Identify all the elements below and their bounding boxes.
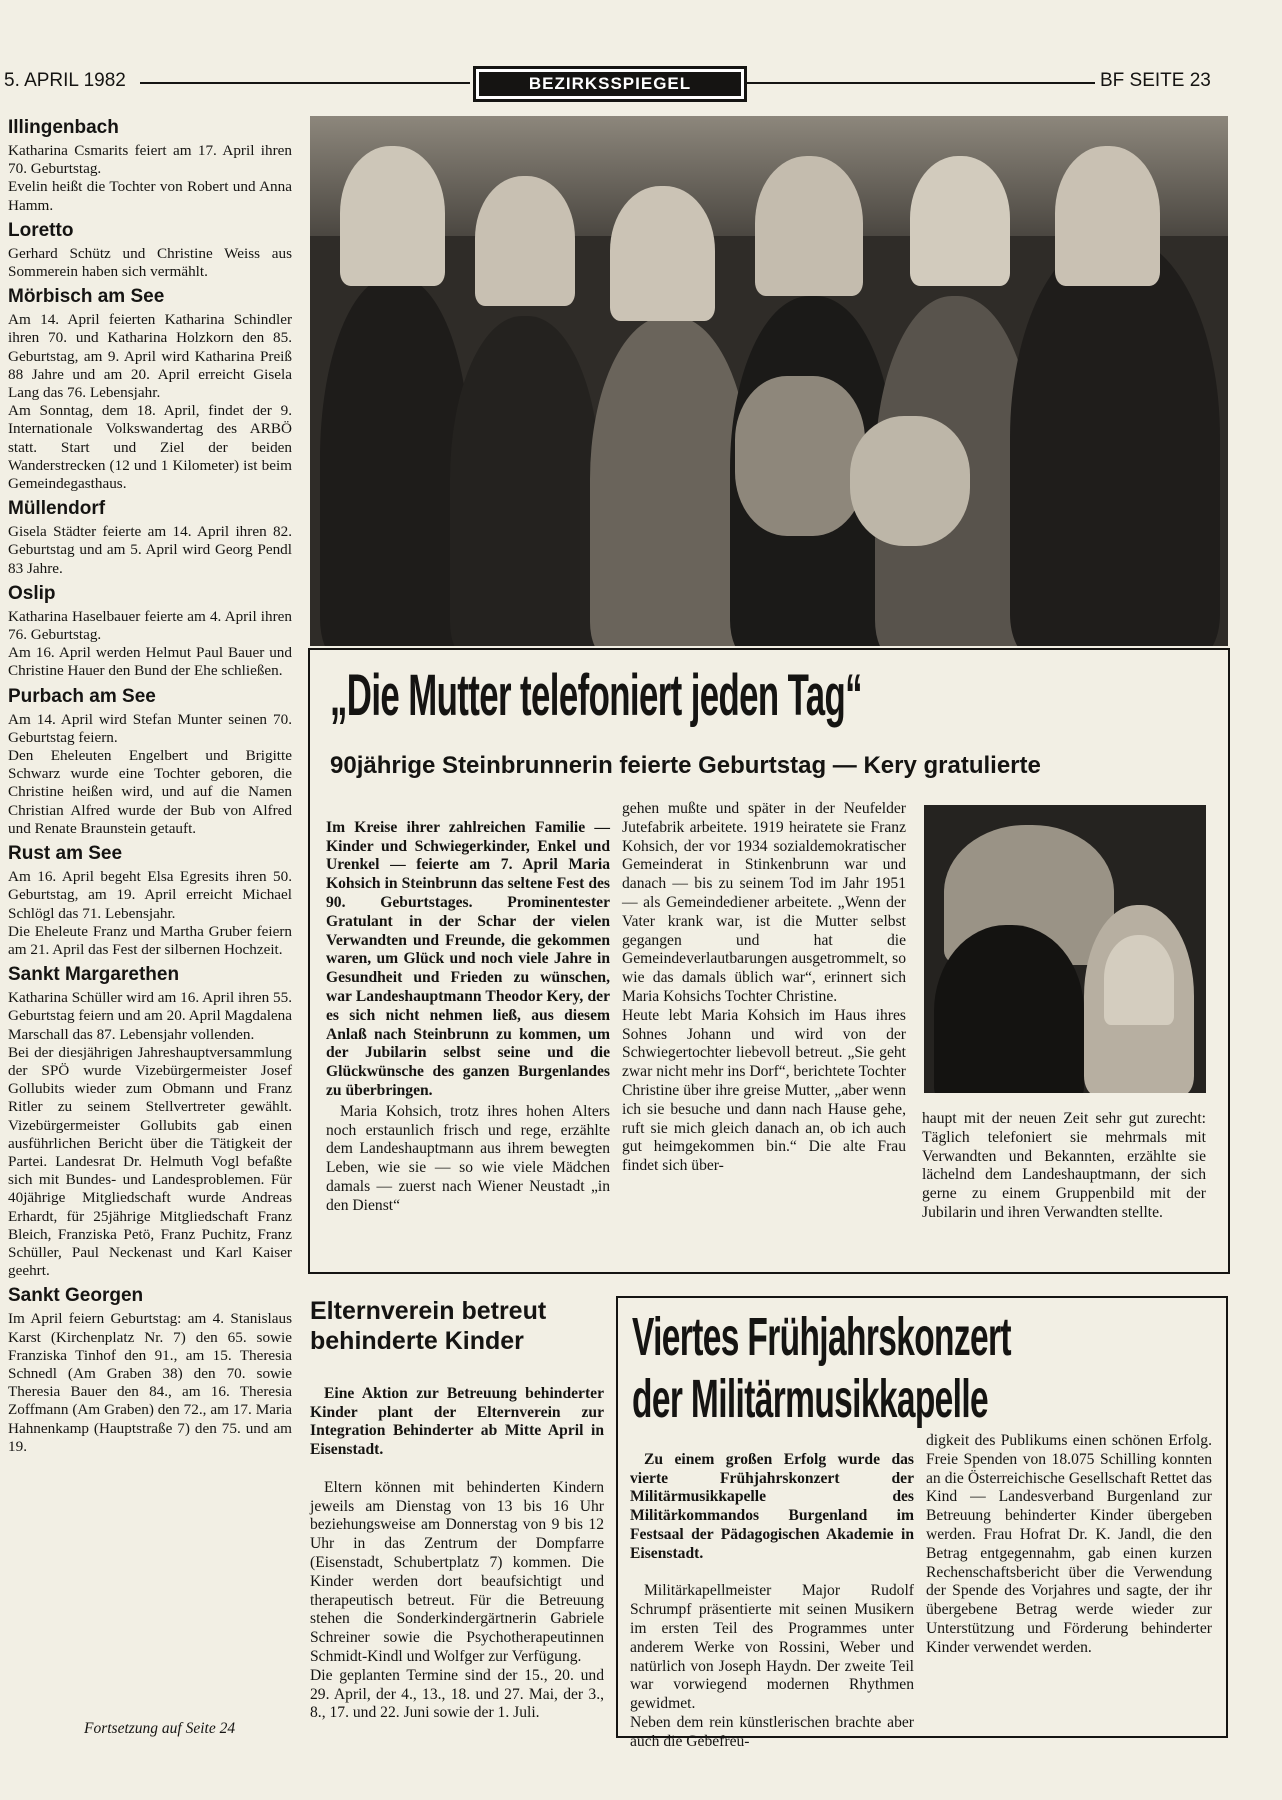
place-heading: Sankt Georgen [8, 1285, 144, 1307]
news-item: Katharina Haselbauer feierte am 4. April ihren 76. Geburtstag. Am 16. April werden Helmut Paul Bauer und Christine Hauer den Bund der Ehe schließen. [8, 607, 292, 680]
place-heading: Oslip [8, 582, 56, 604]
main-subheadline: 90jährige Steinbrunnerin feierte Geburtstag — Kery gratulierte [330, 752, 1041, 779]
news-item: Gerhard Schütz und Christine Weiss aus Sommerein haben sich vermählt. [8, 244, 292, 281]
continuation-note: Fortsetzung auf Seite 24 [84, 1720, 236, 1737]
group-photo [310, 116, 1228, 646]
eltern-headline: Elternverein betreut behinderte Kinder [310, 1297, 547, 1355]
news-item: Am 14. April feierten Katharina Schindler ihren 70. und Katharina Holzkorn den 85. Geburtstag, am 9. April wird Katharina Preiß 88 Jahre und am 20. April erreicht Gisela Lang das 76. Lebensjahr. Am Sonntag, dem 18. April, findet der 9. Internationale Volkswandertag des ARBÖ statt. Start und Ziel der beiden Wanderstrecken (12 und 1 Kilometer) ist beim Gemeindegasthaus. [8, 311, 292, 493]
eltern-body: Eltern können mit behinderten Kindern jeweils am Dienstag von 13 bis 16 Uhr beziehungsweise am Donnerstag von 9 bis 12 Uhr in das Zentrum der Dompfarre (Eisenstadt, Schubertplatz 7) kommen. Die Kinder werden dort beaufsichtigt und therapeutisch betreut. Für die Betreuung stehen die Sonderkindergärtnerin Gabriele Schreiner sowie die Psychotherapeutinnen Schmidt-Kindl und Wolfger zur Verfügung. Die geplanten Termine sind der 15., 20. und 29. April, der 4., 13., 18. und 27. Mai, der 3., 8., 17. und 22. Juni sowie der 1. Juli. [310, 1478, 604, 1722]
place-heading: Müllendorf [8, 498, 106, 520]
main-headline: „Die Mutter telefoniert jeden Tag“ [330, 663, 862, 728]
konzert-article-col1 [630, 1432, 914, 1770]
section-masthead [473, 66, 747, 102]
place-heading: Rust am See [8, 843, 123, 865]
news-item: Im April feiern Geburtstag: am 4. Stanislaus Karst (Kirchenplatz Nr. 7) den 65. sowie Franziska Tinhof den 91., am 15. Theresia Schnedl (Am Graben 38) den 70. sowie Theresia Bauer den 84., am 16. Theresia Zoffmann (Am Graben) den 72., am 17. Maria Hahnenkamp (Hauptstraße 7) den 75. und am 19. [8, 1310, 292, 1455]
eltern-lead: Eine Aktion zur Betreuung behinderter Kinder plant der Elternverein zur Integration Behinderter ab Mitte April in Eisenstadt. [310, 1384, 604, 1459]
place-heading: Sankt Margarethen [8, 964, 180, 986]
eltern-article [310, 1366, 604, 1742]
section-title: BEZIRKSSPIEGEL [479, 72, 741, 96]
main-article-col3: haupt mit der neuen Zeit sehr gut zurecht: Täglich telefoniert sie mehrmals mit Verwandten und Bekannten, erzählte sie lächelnd dem Landeshauptmann, der sich gerne zu einem Gruppenbild mit der Jubilarin und ihren Verwandten stellte. [922, 1110, 1206, 1221]
news-item: Katharina Schüller wird am 16. April ihren 55. Geburtstag feiern und am 20. April Magdalena Marschall das 87. Lebensjahr vollenden. Bei der diesjährigen Jahreshauptversammlung der SPÖ wurde Vizebürgermeister Josef Gollubits wieder zum Obmann und Franz Ritler zu seinem Stellvertreter gewählt. Vizebürgermeister Gollubits gab einen ausführlichen Bericht über die Tätigkeit der Partei. Landesrat Dr. Helmuth Vogl befaßte sich mit Bundes- und Landesproblemen. Für 40jährige Mitgliedschaft wurde Andreas Erhardt, für 25jährige Mitgliedschaft Franz Bleich, Franziska Petö, Franz Puchitz, Franz Schüller, Paul Neckenast und Karl Kaiser geehrt. [8, 989, 292, 1280]
konzert-headline-line2: der Militärmusikkapelle [632, 1369, 989, 1429]
place-heading: Loretto [8, 219, 74, 241]
konzert-article-col2: digkeit des Publikums einen schönen Erfolg. Freie Spenden von 18.075 Schilling konnten an die Österreichische Gesellschaft Rettet das Kind — Landesverband Burgenland zur Betreuung behinderter Kinder übergeben werden. Frau Hofrat Dr. K. Jandl, die den Betrag entgegennahm, gab einen kurzen Rechenschaftsbericht über die Verwendung der Spende des Vorjahres und sagte, der ihr übergebene Betrag werde wieder zur Unterstützung und Förderung behinderter Kinder verwendet werden. [926, 1432, 1212, 1656]
news-item: Am 14. April wird Stefan Munter seinen 70. Geburtstag feiern. Den Eheleuten Engelbert und Brigitte Schwarz wurde eine Tochter geboren, die Christine heißen wird, und auf die Namen Christian Alfred wurde der Bub von Alfred und Renate Braunstein getauft. [8, 710, 292, 837]
news-item: Am 16. April begeht Elsa Egresits ihren 50. Geburtstag, am 19. April erreicht Michael Schlögl das 71. Lebensjahr. Die Eheleute Franz und Martha Gruber feiern am 21. April das Fest der silbernen Hochzeit. [8, 868, 292, 958]
header-rule-left [140, 82, 470, 84]
konzert-lead: Zu einem großen Erfolg wurde das vierte Frühjahrskonzert der Militärmusikkapelle des Militärkommandos Burgenland im Festsaal der Pädagogischen Akademie in Eisenstadt. [630, 1450, 914, 1562]
inset-photo [924, 805, 1206, 1093]
news-item: Katharina Csmarits feiert am 17. April ihren 70. Geburtstag. Evelin heißt die Tochter von Robert und Anna Hamm. [8, 142, 292, 214]
main-article-col1 [326, 800, 610, 1234]
header-rule-right [745, 82, 1095, 84]
place-heading: Purbach am See [8, 685, 156, 707]
header-page: BF SEITE 23 [1100, 70, 1211, 91]
konzert-headline-line1: Viertes Frühjahrskonzert [632, 1307, 1011, 1367]
news-item: Gisela Städter feierte am 14. April ihren 82. Geburtstag und am 5. April wird Georg Pendl 83 Jahre. [8, 523, 292, 577]
main-article-col1-body: Maria Kohsich, trotz ihres hohen Alters noch erstaunlich frisch und rege, erzählte dem Landeshauptmann aus ihrem bewegten Leben, wie sie — so wie viele Mädchen damals — zuerst nach Wiener Neustadt „in den Dienst“ [326, 1102, 610, 1214]
konzert-col1-body: Militärkapellmeister Major Rudolf Schrumpf präsentierte mit seinen Musikern im ersten Teil des Programmes unter anderem Werke von Rossini, Weber und natürlich von Joseph Haydn. Der zweite Teil war vorwiegend modernen Rhythmen gewidmet. Neben dem rein künstlerischen brachte aber auch die Gebefreu- [630, 1582, 914, 1750]
place-heading: Illingenbach [8, 117, 119, 138]
main-article-col2: gehen mußte und später in der Neufelder Jutefabrik arbeitete. 1919 heiratete sie Franz Kohsich, der vor 1934 sozialdemokratischer Gemeinderat in Stinkenbrunn war und danach — bis zu seinem Tod im Jahr 1951 — als Gemeindediener arbeitete. „Wenn der Vater krank war, ist die Mutter selbst gegangen und hat die Gemeindeverlautbarungen ausgetrommelt, so wie das damals üblich war“, erinnert sich Maria Kohsichs Tochter Christine. Heute lebt Maria Kohsich im Haus ihres Sohnes Johann und wird von der Schwiegertochter liebevoll betreut. „Sie geht zwar nicht mehr ins Dorf“, berichtete Tochter Christine über ihre greise Mutter, „aber wenn ich sie besuche und dann nach Hause gehe, ruft sie mich gleich danach an, ob ich auch gut heimgekommen bin.“ Die alte Frau findet sich über- [622, 800, 906, 1175]
header-date: 5. APRIL 1982 [4, 70, 126, 91]
main-article-lead: Im Kreise ihrer zahlreichen Familie — Kinder und Schwiegerkinder, Enkel und Urenkel — feierte am 7. April Maria Kohsich in Steinbrunn das seltene Fest des 90. Geburtstages. Prominentester Gratulant in der Schar der vielen Verwandten und Freunde, die gekommen waren, um Glück und noch viele Jahre in Gesundheit und Frieden zu wünschen, war Landeshauptmann Theodor Kery, der es sich nicht nehmen ließ, aus diesem Anlaß nach Steinbrunn zu kommen, um der Jubilarin selbst seine und die Glückwünsche des ganzen Burgenlandes zu überbringen. [326, 818, 610, 1099]
local-news-column [8, 112, 292, 1456]
place-heading: Mörbisch am See [8, 286, 165, 308]
